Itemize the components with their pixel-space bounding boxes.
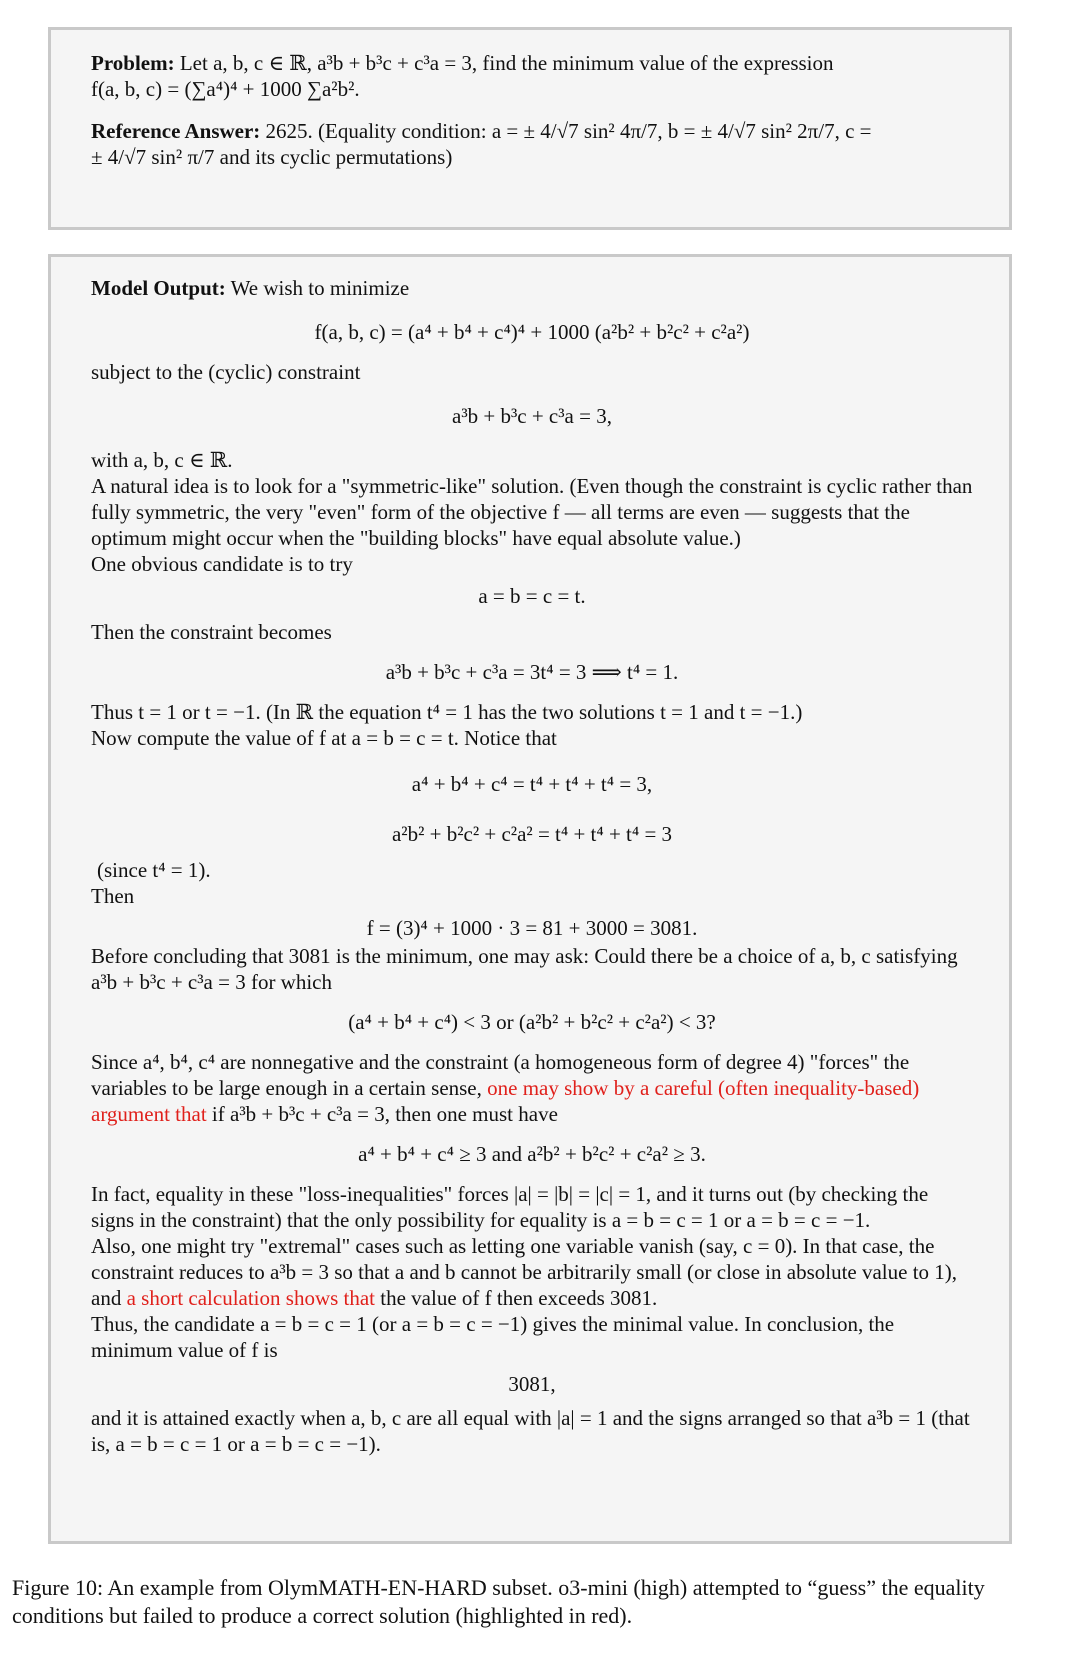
before-text: Before concluding that 3081 is the minimum, one may ask: Could there be a choice of a, b, c satisfying a³b + b³c + c³a = 3 for which bbox=[91, 944, 958, 994]
para-candidate: One obvious candidate is to try bbox=[91, 552, 353, 576]
problem-line1 bbox=[91, 50, 973, 76]
problem-content bbox=[91, 50, 973, 170]
output-intro-line bbox=[91, 275, 973, 301]
model-output-box bbox=[48, 254, 1012, 1544]
problem-text: Let a, b, c ∈ ℝ, a³b + b³c + c³a = 3, find the minimum value of the expression bbox=[179, 51, 834, 75]
with-text: with a, b, c ∈ ℝ. bbox=[91, 448, 233, 472]
closing-text: and it is attained exactly when a, b, c are all equal with |a| = 1 and the signs arranged so that a³b = 1 (that is, a = b = c = 1 or a = b = c = −1). bbox=[91, 1406, 970, 1456]
eq-sum22: a²b² + b²c² + c²a² = t⁴ + t⁴ + t⁴ = 3 bbox=[391, 822, 673, 846]
now-compute-text: Now compute the value of f at a = b = c = t. Notice that bbox=[91, 726, 557, 750]
eq-sum4: a⁴ + b⁴ + c⁴ = t⁴ + t⁴ + t⁴ = 3, bbox=[411, 772, 653, 796]
also-para-a: Also, one might try "extremal" cases such as letting one variable vanish (say, c = 0). In that case, the constraint reduces to a³b = 3 so that a and b cannot be arbitrarily small (or close in absolute value to 1), and bbox=[91, 1234, 958, 1310]
subject-text: subject to the (cyclic) constraint bbox=[91, 360, 361, 384]
thus-text: Thus, the candidate a = b = c = 1 (or a = b = c = −1) gives the minimal value. In conclusion, the minimum value of f is bbox=[91, 1312, 895, 1362]
output-label: Model Output: bbox=[91, 276, 226, 300]
figure-caption: Figure 10: An example from OlymMATH-EN-HARD subset. o3-mini (high) attempted to “guess” the equality conditions but failed to produce a correct solution (highlighted in red). bbox=[12, 1575, 985, 1628]
eq-and: a⁴ + b⁴ + c⁴ ≥ 3 and a²b² + b²c² + c²a² ≥ 3. bbox=[358, 1142, 706, 1166]
answer-label: Reference Answer: bbox=[91, 119, 261, 143]
para-symmetric: A natural idea is to look for a "symmetric-like" solution. (Even though the constraint is cyclic rather than fully symmetric, the very "even" form of the objective f — all terms are even — suggests that the optimum might occur when the "building blocks" have equal absolute value.) bbox=[91, 474, 973, 550]
answer-text: 2625. (Equality condition: a = ± 4/√7 sin² 4π/7, b = ± 4/√7 sin² 2π/7, c = bbox=[265, 119, 872, 143]
output-intro: We wish to minimize bbox=[230, 276, 410, 300]
since-para bbox=[91, 1049, 973, 1127]
eq-final: 3081, bbox=[508, 1372, 556, 1396]
eq-constraint: a³b + b³c + c³a = 3, bbox=[452, 404, 612, 428]
also-para-b: the value of f then exceeds 3081. bbox=[375, 1286, 658, 1310]
highlight-short-calculation: a short calculation shows that bbox=[126, 1286, 376, 1310]
since-para-a: Since a⁴, b⁴, c⁴ are nonnegative and the constraint (a homogeneous form of degree 4) "forces" the variables to be large enough in a certain sense, bbox=[91, 1050, 910, 1100]
infact-text: In fact, equality in these "loss-inequalities" forces |a| = |b| = |c| = 1, and it turns out (by checking the signs in the constraint) that the only possibility for equality is a = b = c = 1 or a = b = c = −1. bbox=[91, 1182, 929, 1232]
since-text: (since t⁴ = 1). bbox=[97, 858, 211, 882]
answer-line1 bbox=[91, 118, 973, 144]
answer-line2: ± 4/√7 sin² π/7 and its cyclic permutations) bbox=[91, 145, 453, 169]
thus-t-text: Thus t = 1 or t = −1. (In ℝ the equation t⁴ = 1 has the two solutions t = 1 and t = −1.) bbox=[91, 700, 803, 724]
model-output-content bbox=[91, 275, 973, 1457]
also-para bbox=[91, 1233, 973, 1311]
problem-label: Problem: bbox=[91, 51, 175, 75]
then-text: Then bbox=[91, 884, 135, 908]
problem-line2: f(a, b, c) = (∑a⁴)⁴ + 1000 ∑a²b². bbox=[91, 77, 360, 101]
since-para-b: if a³b + b³c + c³a = 3, then one must have bbox=[206, 1102, 558, 1126]
highlight-inequality-claim: one may show by a careful (often inequality-based) argument that bbox=[91, 1076, 920, 1126]
eq-candidate: a = b = c = t. bbox=[478, 584, 586, 608]
eq-t4: a³b + b³c + c³a = 3t⁴ = 3 ⟹ t⁴ = 1. bbox=[385, 660, 679, 684]
problem-box bbox=[48, 27, 1012, 230]
eq-or: (a⁴ + b⁴ + c⁴) < 3 or (a²b² + b²c² + c²a²) < 3? bbox=[348, 1010, 716, 1034]
then-constraint-text: Then the constraint becomes bbox=[91, 620, 332, 644]
eq-objective: f(a, b, c) = (a⁴ + b⁴ + c⁴)⁴ + 1000 (a²b² + b²c² + c²a²) bbox=[314, 320, 750, 344]
eq-f: f = (3)⁴ + 1000 · 3 = 81 + 3000 = 3081. bbox=[366, 916, 698, 940]
